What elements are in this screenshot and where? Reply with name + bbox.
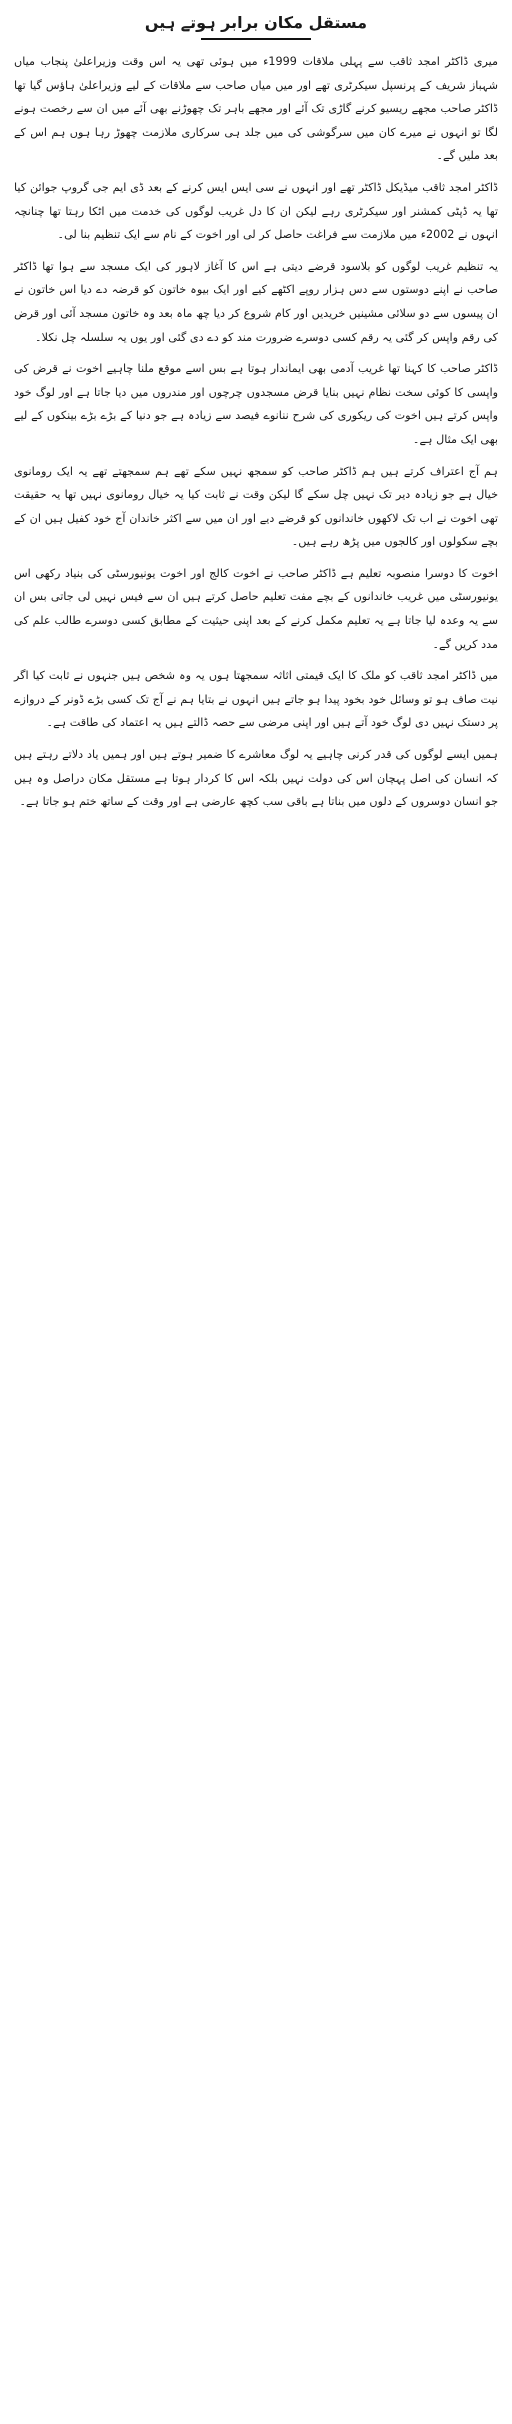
article-paragraph: ڈاکٹر صاحب کا کہنا تھا غریب آدمی بھی ایماندار ہوتا ہے بس اسے موقع ملنا چاہیے اخوت نے قرض کی واپسی کا کوئی سخت نظام نہیں بنایا قرض مسجدوں چرچوں اور مندروں میں دیا جاتا ہے اور لوگ خود واپس کرتے ہیں اخوت کی ریکوری کی شرح ننانوے فیصد سے زیادہ ہے جو دنیا کے بڑے بڑے بینکوں کے لیے بھی ایک مثال ہے۔ — [14, 362, 498, 446]
article-paragraph: ہمیں ایسے لوگوں کی قدر کرنی چاہیے یہ لوگ معاشرے کا ضمیر ہوتے ہیں اور ہمیں یاد دلاتے رہتے ہیں کہ انسان کی اصل پہچان اس کی دولت نہیں بلکہ اس کا کردار ہوتا ہے مستقل مکان دراصل وہ ہیں جو انسان دوسروں کے دلوں میں بناتا ہے باقی سب کچھ عارضی ہے اور وقت کے ساتھ ختم ہو جاتا ہے۔ — [14, 748, 498, 809]
article-body — [14, 50, 498, 814]
title-underline — [201, 38, 311, 40]
article-paragraph: ڈاکٹر امجد ثاقب میڈیکل ڈاکٹر تھے اور انہوں نے سی ایس ایس کرنے کے بعد ڈی ایم جی گروپ جوائن کیا تھا یہ ڈپٹی کمشنر اور سیکرٹری رہے لیکن ان کا دل غریب لوگوں کی خدمت میں اٹکا رہتا تھا چنانچہ انہوں نے 2002ء میں ملازمت سے فراغت حاصل کر لی اور اخوت کے نام سے ایک تنظیم بنا لی۔ — [14, 180, 498, 242]
article-paragraph: میں ڈاکٹر امجد ثاقب کو ملک کا ایک قیمتی اثاثہ سمجھتا ہوں یہ وہ شخص ہیں جنہوں نے ثابت کیا اگر نیت صاف ہو تو وسائل خود بخود پیدا ہو جاتے ہیں انہوں نے بتایا ہم نے آج تک کسی بڑے ڈونر کے دروازے پر دستک نہیں دی لوگ خود آتے ہیں اور اپنی مرضی سے حصہ ڈالتے ہیں یہ اعتماد کی طاقت ہے۔ — [14, 669, 498, 730]
article-paragraph: ہم آج اعتراف کرتے ہیں ہم ڈاکٹر صاحب کو سمجھ نہیں سکے تھے ہم سمجھتے تھے یہ ایک رومانوی خیال ہے جو زیادہ دیر تک نہیں چل سکے گا لیکن وقت نے ثابت کیا یہ خیال رومانوی نہیں تھا یہ حقیقت تھی اخوت نے اب تک لاکھوں خاندانوں کو قرضے دیے اور ان میں سے اکثر خاندان آج خود کفیل ہیں ان کے بچے سکولوں اور کالجوں میں پڑھ رہے ہیں۔ — [14, 464, 498, 549]
article-title: مستقل مکان برابر ہوتے ہیں — [144, 13, 368, 32]
article-paragraph: یہ تنظیم غریب لوگوں کو بلاسود قرضے دیتی ہے اس کا آغاز لاہور کی ایک مسجد سے ہوا تھا ڈاکٹر صاحب نے اپنے دوستوں سے دس ہزار روپے اکٹھے کیے اور ایک بیوہ خاتون کو قرضہ دے دیا اس خاتون نے ان پیسوں سے دو سلائی مشینیں خریدیں اور کام شروع کر دیا چھ ماہ بعد وہ خاتون مسجد آئی اور قرض کی رقم واپس کر گئی یہ رقم کسی دوسرے ضرورت مند کو دے دی گئی اور یوں یہ سلسلہ چل نکلا۔ — [14, 259, 498, 344]
article-paragraph: میری ڈاکٹر امجد ثاقب سے پہلی ملاقات 1999ء میں ہوئی تھی یہ اس وقت وزیراعلیٰ پنجاب میاں شہباز شریف کے پرنسپل سیکرٹری تھے اور میں میاں صاحب سے ملاقات کے لیے وزیراعلیٰ ہاؤس گیا تھا ڈاکٹر صاحب مجھے ریسیو کرنے گاڑی تک آئے اور مجھے باہر تک چھوڑنے بھی آئے میں ان سے رخصت ہونے لگا تو انہوں نے میرے کان میں سرگوشی کی میں جلد ہی سرکاری ملازمت چھوڑ رہا ہوں ہم اس کے بعد ملیں گے۔ — [14, 55, 498, 163]
article-paragraph: اخوت کا دوسرا منصوبہ تعلیم ہے ڈاکٹر صاحب نے اخوت کالج اور اخوت یونیورسٹی کی بنیاد رکھی اس یونیورسٹی میں غریب خاندانوں کے بچے مفت تعلیم حاصل کرتے ہیں ان سے فیس نہیں لی جاتی بس ان سے یہ وعدہ لیا جاتا ہے یہ تعلیم مکمل کرنے کے بعد اپنی حیثیت کے مطابق کسی دوسرے طالب علم کی مدد کریں گے۔ — [14, 566, 498, 651]
